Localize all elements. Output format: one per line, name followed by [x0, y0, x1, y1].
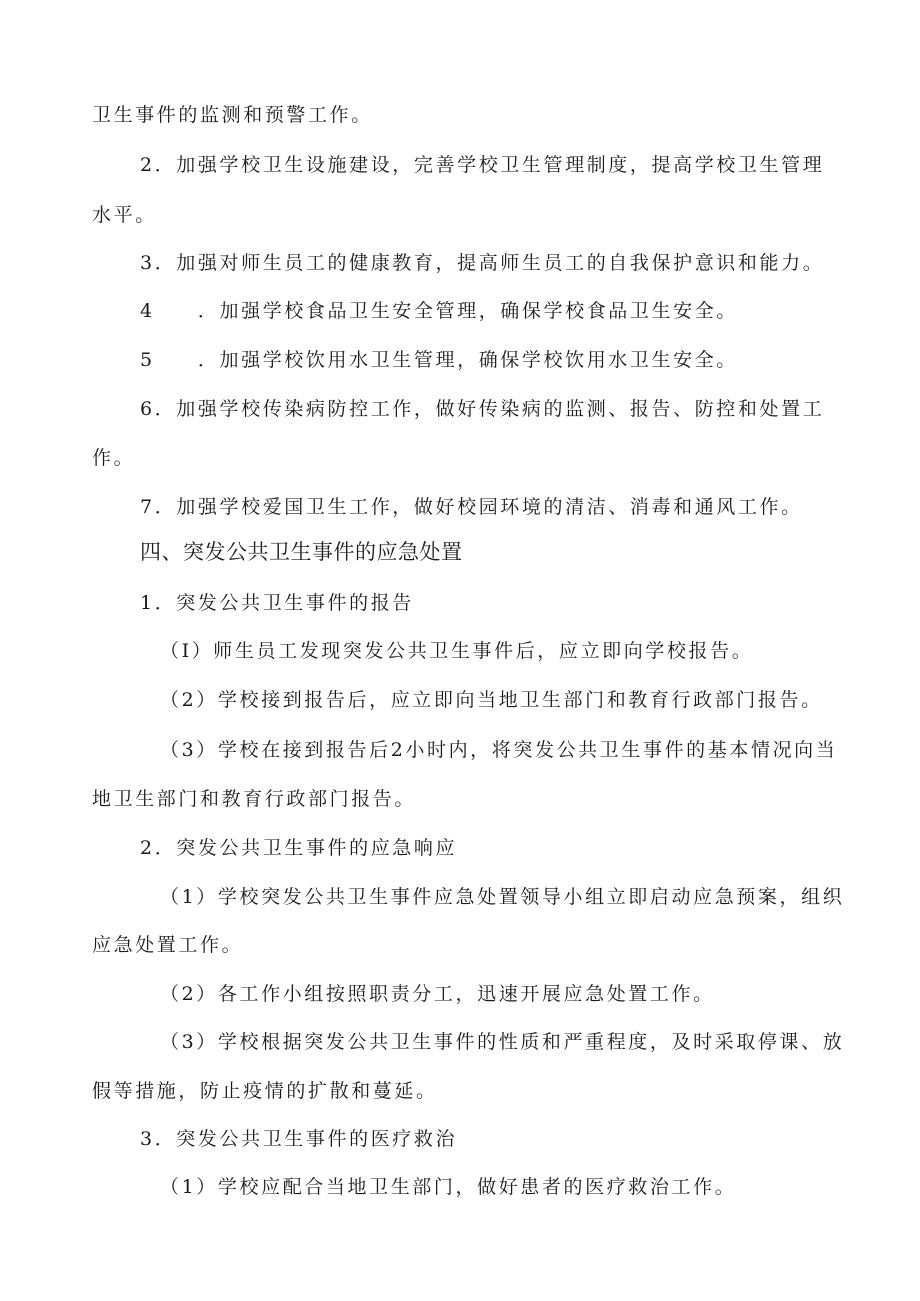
section-heading: 四、突发公共卫生事件的应急处置: [140, 540, 463, 564]
list-item-4: 4 ．加强学校食品卫生安全管理，确保学校食品卫生安全。: [140, 300, 738, 322]
list-item-7: 7．加强学校爱国卫生工作，做好校园环境的清洁、消毒和通风工作。: [140, 496, 803, 518]
paragraph-line: 卫生事件的监测和预警工作。: [92, 104, 373, 126]
list-item: （I）师生员工发现突发公共卫生事件后，应立即向学校报告。: [160, 640, 754, 662]
list-item: （1）学校突发公共卫生事件应急处置领导小组立即启动应急预案，组织: [160, 886, 845, 908]
list-item-2: 2．加强学校卫生设施建设，完善学校卫生管理制度，提高学校卫生管理: [140, 154, 825, 176]
list-item: （3）学校根据突发公共卫生事件的性质和严重程度，及时采取停课、放: [160, 1031, 845, 1053]
list-item: （2）各工作小组按照职责分工，迅速开展应急处置工作。: [160, 983, 715, 1005]
list-item: （1）学校应配合当地卫生部门，做好患者的医疗救治工作。: [160, 1176, 737, 1198]
subsection-heading: 3．突发公共卫生事件的医疗救治: [140, 1128, 458, 1150]
list-item: （2）学校接到报告后，应立即向当地卫生部门和教育行政部门报告。: [160, 689, 823, 711]
list-item-6: 6．加强学校传染病防控工作，做好传染病的监测、报告、防控和处置工: [140, 398, 825, 420]
subsection-heading: 2．突发公共卫生事件的应急响应: [140, 837, 458, 859]
paragraph-line: 应急处置工作。: [92, 934, 244, 956]
paragraph-line: 水平。: [92, 204, 157, 226]
list-item: （3）学校在接到报告后2小时内，将突发公共卫生事件的基本情况向当: [160, 739, 838, 761]
subsection-heading: 1．突发公共卫生事件的报告: [140, 592, 414, 614]
paragraph-line: 作。: [92, 447, 136, 469]
paragraph-line: 地卫生部门和教育行政部门报告。: [92, 788, 417, 810]
list-item-5: 5 ．加强学校饮用水卫生管理，确保学校饮用水卫生安全。: [140, 349, 738, 371]
list-item-3: 3．加强对师生员工的健康教育，提高师生员工的自我保护意识和能力。: [140, 252, 825, 274]
paragraph-line: 假等措施，防止疫情的扩散和蔓延。: [92, 1080, 438, 1102]
